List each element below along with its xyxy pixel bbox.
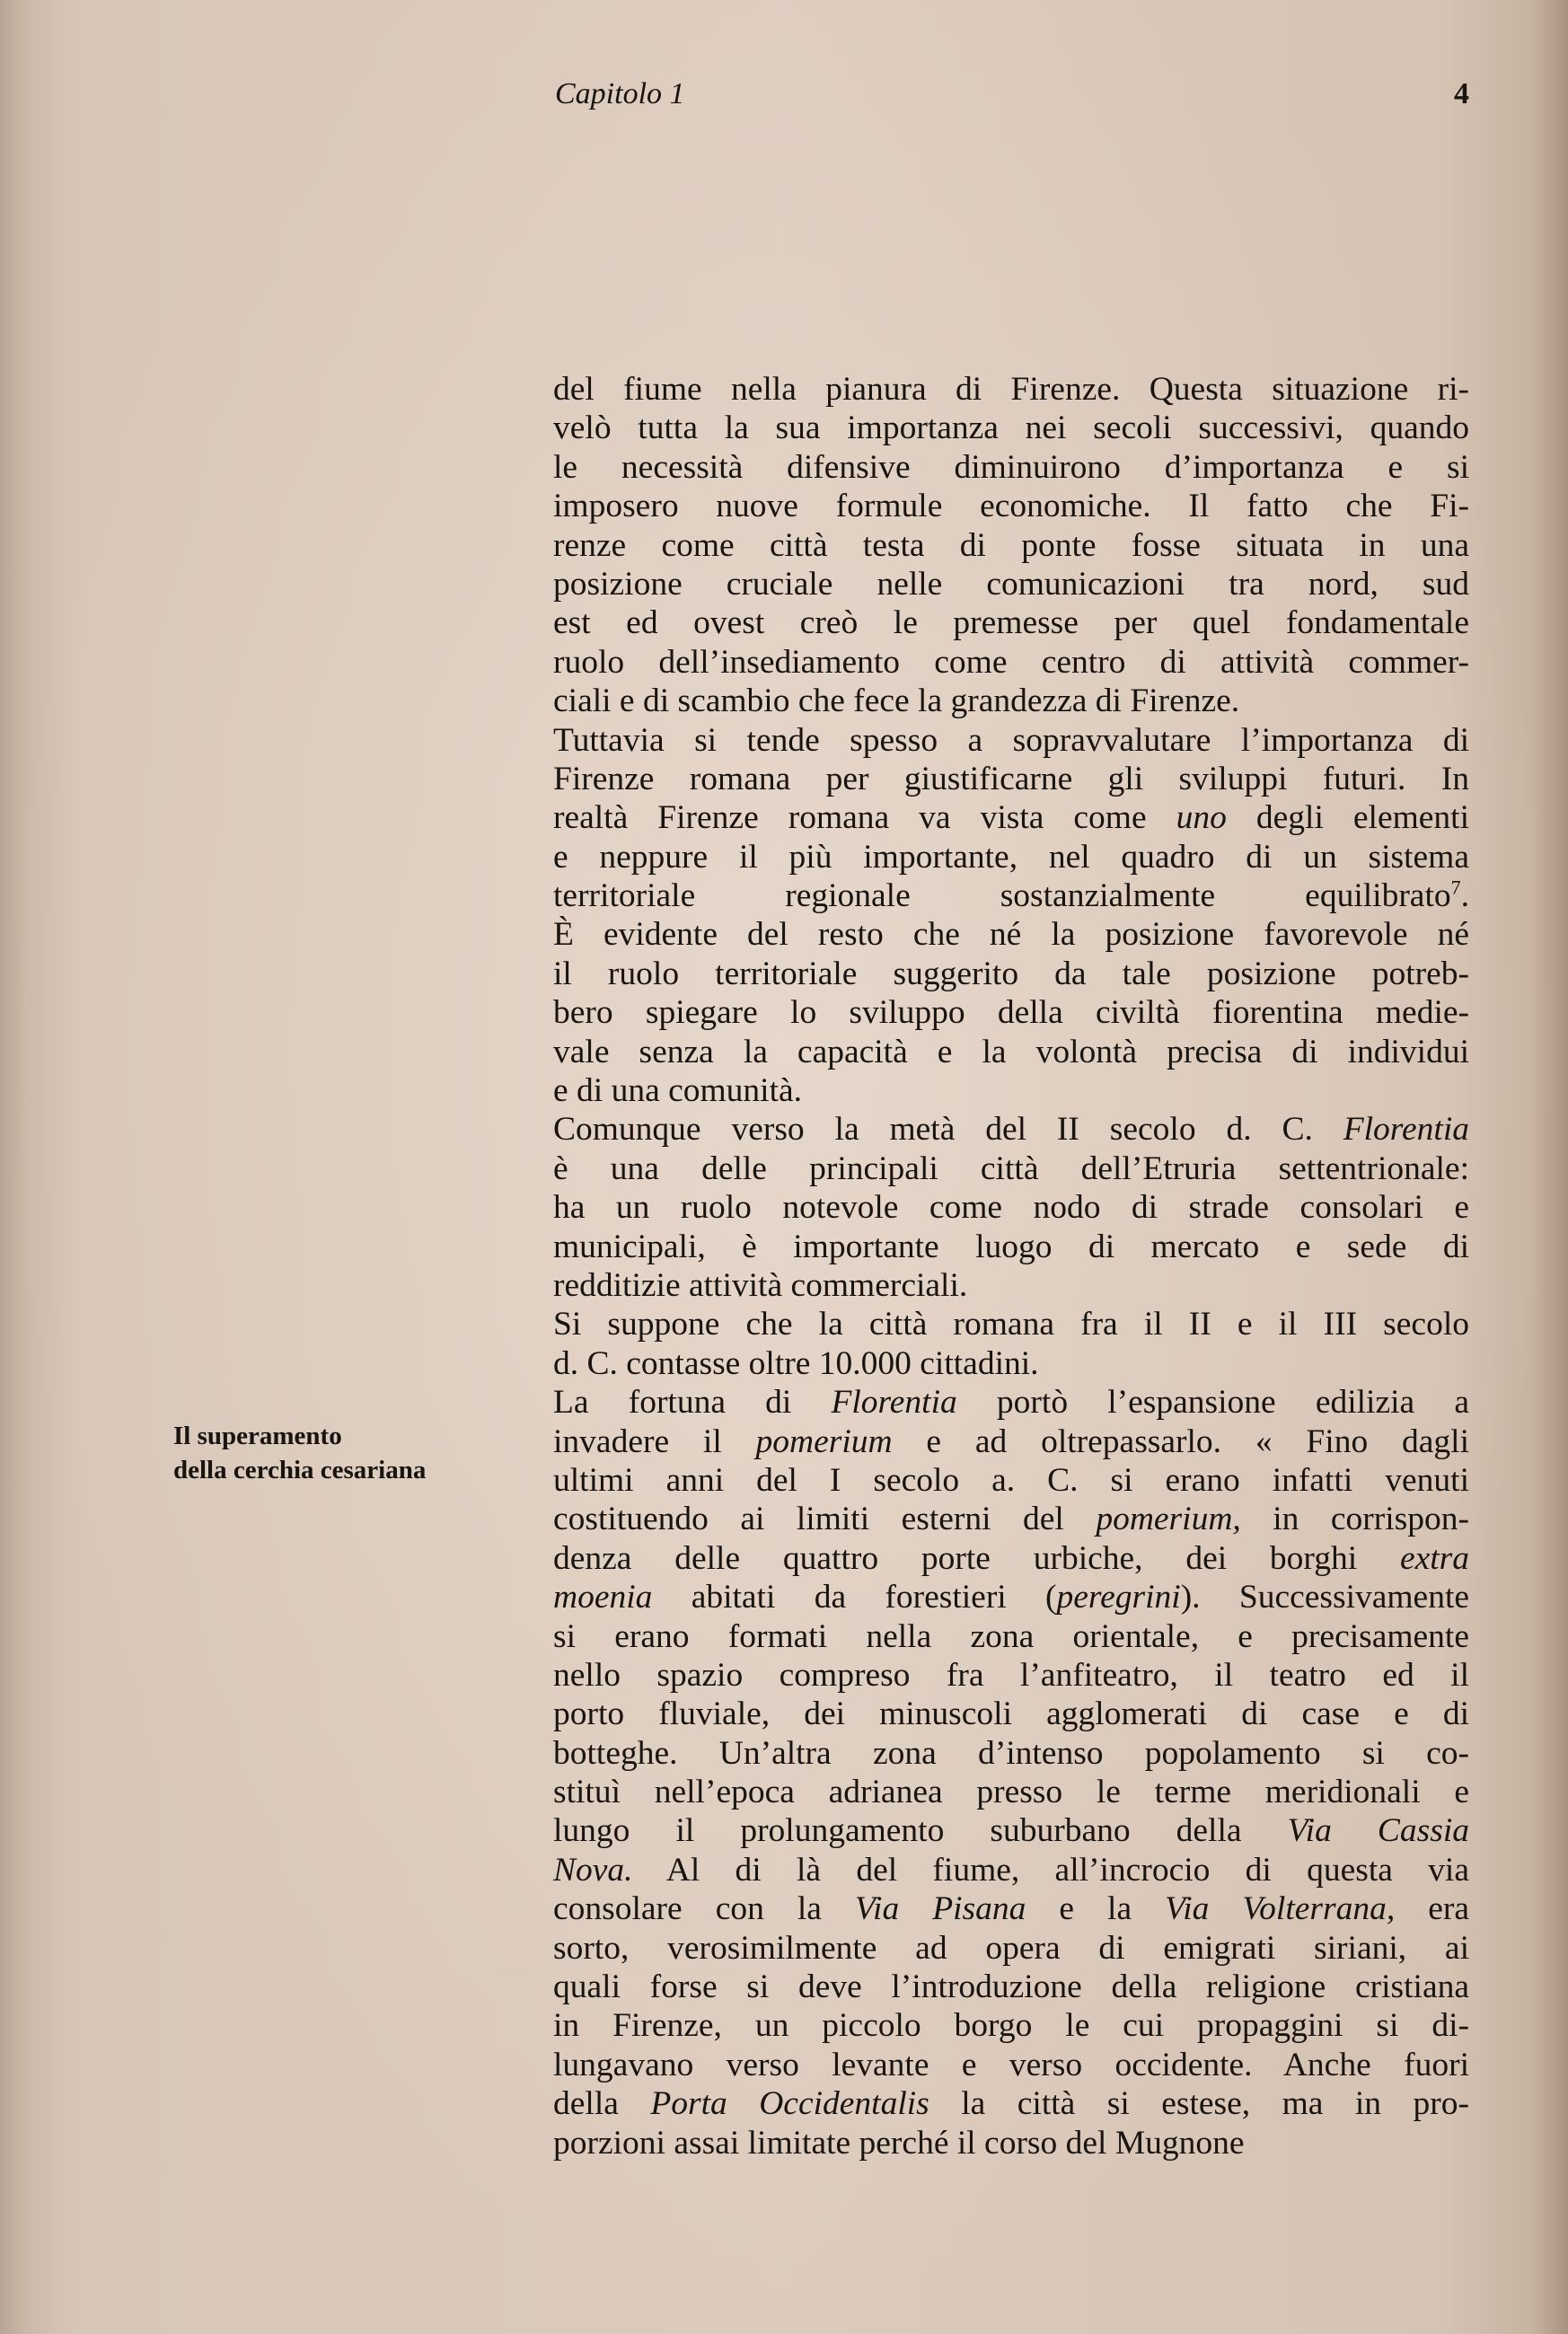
text-span: Al di là del fiume, all’incrocio di questa via — [632, 1851, 1469, 1889]
italic-span: Nova. — [553, 1851, 633, 1889]
text-line — [553, 526, 1469, 565]
text-line — [553, 1033, 1469, 1071]
text-line — [553, 1110, 1469, 1149]
text-line — [553, 2046, 1469, 2084]
text-span: renze come città testa di ponte fosse situata in una — [553, 526, 1469, 564]
text-line — [553, 798, 1469, 837]
text-line — [553, 993, 1469, 1032]
text-line — [553, 409, 1469, 447]
text-line — [553, 1149, 1469, 1188]
text-span: realtà Firenze romana va vista come — [553, 799, 1176, 837]
text-line — [553, 2006, 1469, 2045]
text-line — [553, 838, 1469, 876]
text-span: e la — [1026, 1890, 1166, 1928]
italic-span: Florentia — [1343, 1111, 1469, 1149]
text-span: Si suppone che la città romana fra il II e il III secolo — [553, 1306, 1469, 1343]
page-number: 4 — [1454, 77, 1469, 110]
text-line — [553, 760, 1469, 798]
text-span: bero spiegare lo sviluppo della civiltà fiorentina medie- — [553, 994, 1469, 1032]
text-span: abitati da forestieri ( — [652, 1579, 1057, 1616]
text-span: È evidente del resto che né la posizione favorevole né — [553, 916, 1469, 954]
text-span: del fiume nella pianura di Firenze. Questa situazione ri- — [553, 371, 1469, 408]
text-span: si erano formati nella zona orientale, e precisamente — [553, 1617, 1469, 1655]
text-span: ultimi anni del I secolo a. C. si erano infatti venuti — [553, 1461, 1469, 1499]
text-span: il ruolo territoriale suggerito da tale posizione potreb- — [553, 955, 1469, 992]
italic-span: uno — [1176, 799, 1227, 837]
text-line — [553, 565, 1469, 603]
italic-span: extra — [1399, 1539, 1469, 1577]
text-line — [553, 1383, 1469, 1422]
text-span: d. C. contasse oltre 10.000 cittadini. — [553, 1344, 1039, 1382]
page-edge-shadow — [1532, 0, 1568, 2334]
margin-note-line: Il superamento — [173, 1422, 342, 1450]
italic-span: Florentia — [831, 1384, 957, 1422]
text-line — [553, 603, 1469, 642]
text-line — [553, 955, 1469, 993]
text-span: lungo il prolungamento suburbano della — [553, 1812, 1288, 1850]
text-span: in Firenze, un piccolo borgo le cui propaggini si di- — [553, 2007, 1469, 2045]
text-span: ruolo dell’insediamento come centro di attività commer- — [553, 643, 1469, 681]
text-span: quali forse si deve l’introduzione della religione cristiana — [553, 1968, 1469, 2006]
text-span: posizione cruciale nelle comunicazioni tra nord, sud — [553, 565, 1469, 603]
text-span: redditizie attività commerciali. — [553, 1266, 968, 1304]
text-line — [553, 1773, 1469, 1811]
footnote-ref: 7 — [1450, 876, 1461, 899]
text-span: degli elementi — [1226, 799, 1469, 837]
text-span: portò l’espansione edilizia a — [956, 1384, 1469, 1422]
text-line — [553, 1422, 1469, 1461]
text-line — [553, 643, 1469, 682]
text-line — [553, 1929, 1469, 1968]
text-span: imposero nuove formule economiche. Il fatto che Fi- — [553, 488, 1469, 525]
text-line — [553, 1695, 1469, 1733]
italic-span: pomerium — [755, 1422, 893, 1460]
italic-span: Porta Occidentalis — [650, 2085, 929, 2123]
text-line — [553, 1889, 1469, 1928]
text-line — [553, 370, 1469, 409]
text-line — [553, 876, 1469, 915]
italic-span: pomerium, — [1096, 1501, 1241, 1538]
body-text — [553, 370, 1469, 2162]
margin-note-line: della cerchia cesariana — [173, 1456, 427, 1484]
italic-span: moenia — [553, 1579, 653, 1616]
text-span: in corrispon- — [1240, 1501, 1470, 1538]
text-line — [553, 1539, 1469, 1578]
text-line — [553, 1461, 1469, 1500]
text-line — [553, 1344, 1469, 1383]
text-span: costituendo ai limiti esterni del — [553, 1501, 1097, 1538]
text-line — [553, 1266, 1469, 1305]
text-span: e neppure il più importante, nel quadro di un sistema — [553, 838, 1469, 876]
text-span: porto fluviale, dei minuscoli agglomerati di case e di — [553, 1695, 1469, 1733]
text-line — [553, 1305, 1469, 1343]
text-line — [553, 1578, 1469, 1616]
text-span: Firenze romana per giustificarne gli sviluppi futuri. In — [553, 760, 1469, 797]
text-line — [553, 448, 1469, 487]
text-span: della — [553, 2085, 651, 2123]
text-line — [553, 487, 1469, 525]
text-span: le necessità difensive diminuirono d’importanza e si — [553, 448, 1469, 486]
text-span: e ad oltrepassarlo. « Fino dagli — [892, 1422, 1469, 1460]
text-line — [553, 2084, 1469, 2123]
text-span: invadere il — [553, 1422, 756, 1460]
text-line — [553, 682, 1469, 720]
text-line — [553, 915, 1469, 954]
text-span: botteghe. Un’altra zona d’intenso popolamento si co- — [553, 1734, 1469, 1772]
margin-note — [173, 1419, 515, 1487]
text-span: territoriale regionale sostanzialmente equilibrato — [553, 877, 1451, 915]
text-span: . — [1460, 877, 1469, 915]
text-span: la città si estese, ma in pro- — [929, 2085, 1469, 2123]
text-line — [553, 1500, 1469, 1538]
text-span: municipali, è importante luogo di mercato e sede di — [553, 1228, 1469, 1265]
text-span: porzioni assai limitate perché il corso del Mugnone — [553, 2124, 1245, 2162]
text-line — [553, 1188, 1469, 1227]
text-span: Tuttavia si tende spesso a sopravvalutare l’importanza di — [553, 721, 1469, 759]
text-line — [553, 2124, 1469, 2162]
text-span: vale senza la capacità e la volontà precisa di individui — [553, 1033, 1469, 1070]
text-span: è una delle principali città dell’Etruria settentrionale: — [553, 1149, 1469, 1187]
text-span: era — [1395, 1890, 1469, 1928]
italic-span: Via Volterrana, — [1165, 1890, 1396, 1928]
text-span: lungavano verso levante e verso occidente. Anche fuori — [553, 2046, 1469, 2083]
running-head — [555, 77, 1469, 122]
text-line — [553, 1228, 1469, 1266]
text-span: e di una comunità. — [553, 1072, 803, 1110]
text-line — [553, 1851, 1469, 1889]
text-span: sorto, verosimilmente ad opera di emigrati siriani, ai — [553, 1929, 1469, 1967]
text-span: consolare con la — [553, 1890, 855, 1928]
text-span: est ed ovest creò le premesse per quel fondamentale — [553, 604, 1469, 642]
text-span: Comunque verso la metà del II secolo d. C. — [553, 1111, 1343, 1149]
text-span: velò tutta la sua importanza nei secoli successivi, quando — [553, 410, 1469, 447]
italic-span: Via Pisana — [854, 1890, 1026, 1928]
text-span: nello spazio compreso fra l’anfiteatro, il teatro ed il — [553, 1656, 1469, 1694]
text-span: La fortuna di — [553, 1384, 832, 1422]
text-span: ciali e di scambio che fece la grandezza di Firenze. — [553, 683, 1240, 720]
text-line — [553, 1617, 1469, 1656]
text-span: denza delle quattro porte urbiche, dei borghi — [553, 1539, 1400, 1577]
text-span: stituì nell’epoca adrianea presso le terme meridionali e — [553, 1774, 1469, 1811]
text-span: ha un ruolo notevole come nodo di strade consolari e — [553, 1189, 1469, 1227]
text-line — [553, 721, 1469, 760]
text-line — [553, 1071, 1469, 1110]
text-line — [553, 1656, 1469, 1695]
chapter-title: Capitolo 1 — [555, 77, 685, 110]
italic-span: Via Cassia — [1287, 1812, 1469, 1850]
italic-span: peregrini — [1056, 1579, 1181, 1616]
text-line — [553, 1968, 1469, 2006]
text-span: ). Successivamente — [1180, 1579, 1470, 1616]
text-line — [553, 1734, 1469, 1773]
text-line — [553, 1811, 1469, 1850]
